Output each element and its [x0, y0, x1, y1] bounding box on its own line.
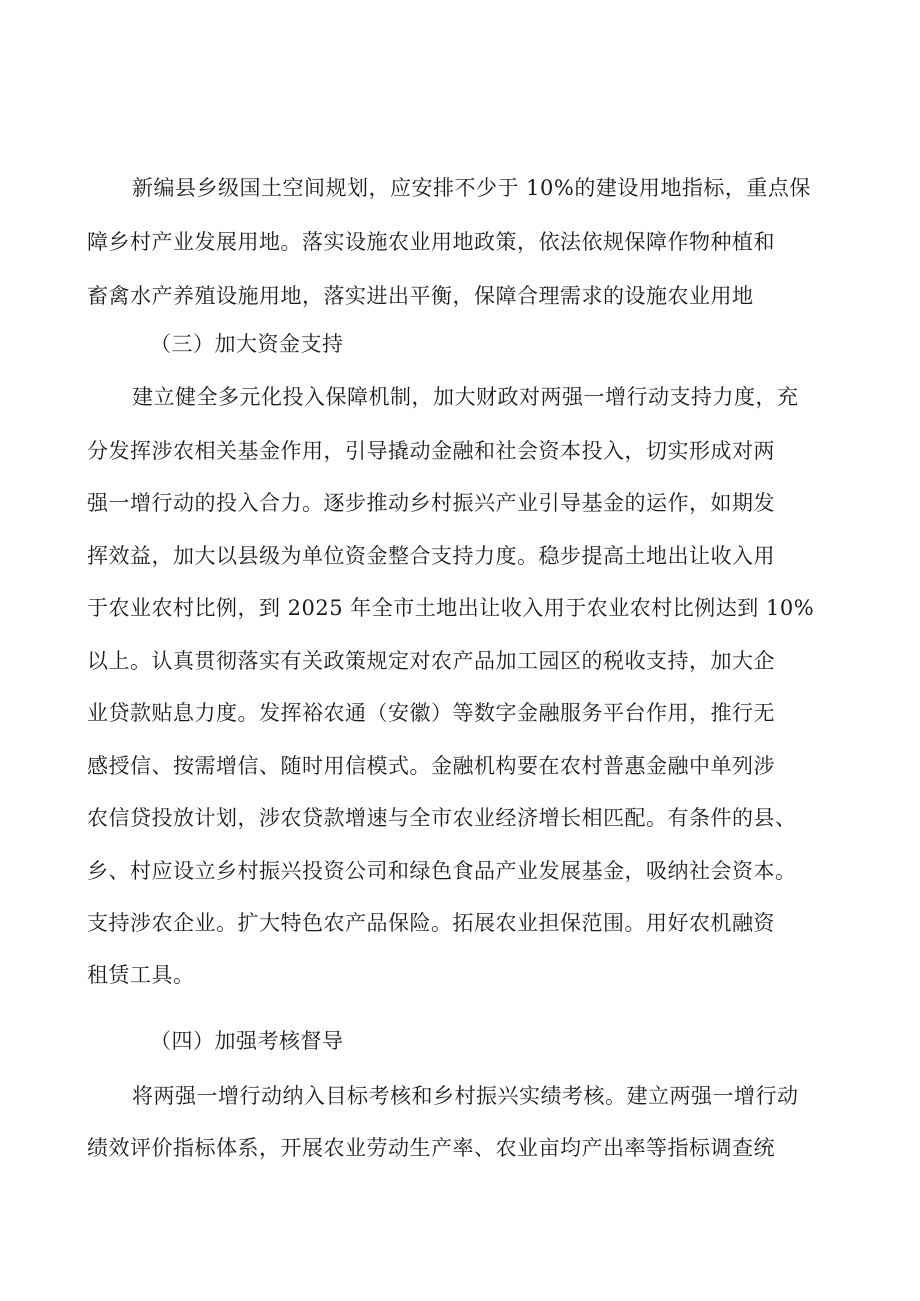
para2-line-9: 农信贷投放计划，涉农贷款增速与全市农业经济增长相匹配。有条件的县、 [87, 806, 797, 830]
para2-line-10: 乡、村应设立乡村振兴投资公司和绿色食品产业发展基金，吸纳社会资本。 [87, 859, 797, 883]
para2-line-3: 强一增行动的投入合力。逐步推动乡村振兴产业引导基金的运作，如期发 [87, 491, 775, 515]
para2-line-1: 建立健全多元化投入保障机制，加大财政对两强一增行动支持力度，充 [132, 385, 799, 409]
para1-line-3: 畜禽水产养殖设施用地，落实进出平衡，保障合理需求的设施农业用地 [87, 284, 754, 308]
para2-line-12: 租赁工具。 [87, 963, 195, 987]
para2-line-5: 于农业农村比例，到 2025 年全市土地出让收入用于农业农村比例达到 10% [87, 596, 815, 620]
para3-line-1: 将两强一增行动纳入目标考核和乡村振兴实绩考核。建立两强一增行动 [132, 1084, 799, 1108]
para2-line-8: 感授信、按需增信、随时用信模式。金融机构要在农村普惠金融中单列涉 [87, 754, 775, 778]
para2-line-4: 挥效益，加大以县级为单位资金整合支持力度。稳步提高土地出让收入用 [87, 544, 775, 568]
para2-line-6: 以上。认真贯彻落实有关政策规定对农产品加工园区的税收支持，加大企 [87, 649, 775, 673]
section-heading-4: （四）加强考核督导 [150, 1029, 344, 1053]
para1-line-1: 新编县乡级国土空间规划，应安排不少于 10%的建设用地指标，重点保 [132, 176, 811, 200]
para2-line-7: 业贷款贴息力度。发挥裕农通（安徽）等数字金融服务平台作用，推行无 [87, 701, 775, 725]
para2-line-11: 支持涉农企业。扩大特色农产品保险。拓展农业担保范围。用好农机融资 [87, 911, 775, 935]
para2-line-2: 分发挥涉农相关基金作用，引导撬动金融和社会资本投入，切实形成对两 [87, 439, 775, 463]
section-heading-3: （三）加大资金支持 [150, 332, 344, 356]
para1-line-2: 障乡村产业发展用地。落实设施农业用地政策，依法依规保障作物种植和 [87, 230, 775, 254]
para3-line-2: 绩效评价指标体系，开展农业劳动生产率、农业亩均产出率等指标调查统 [87, 1136, 775, 1160]
